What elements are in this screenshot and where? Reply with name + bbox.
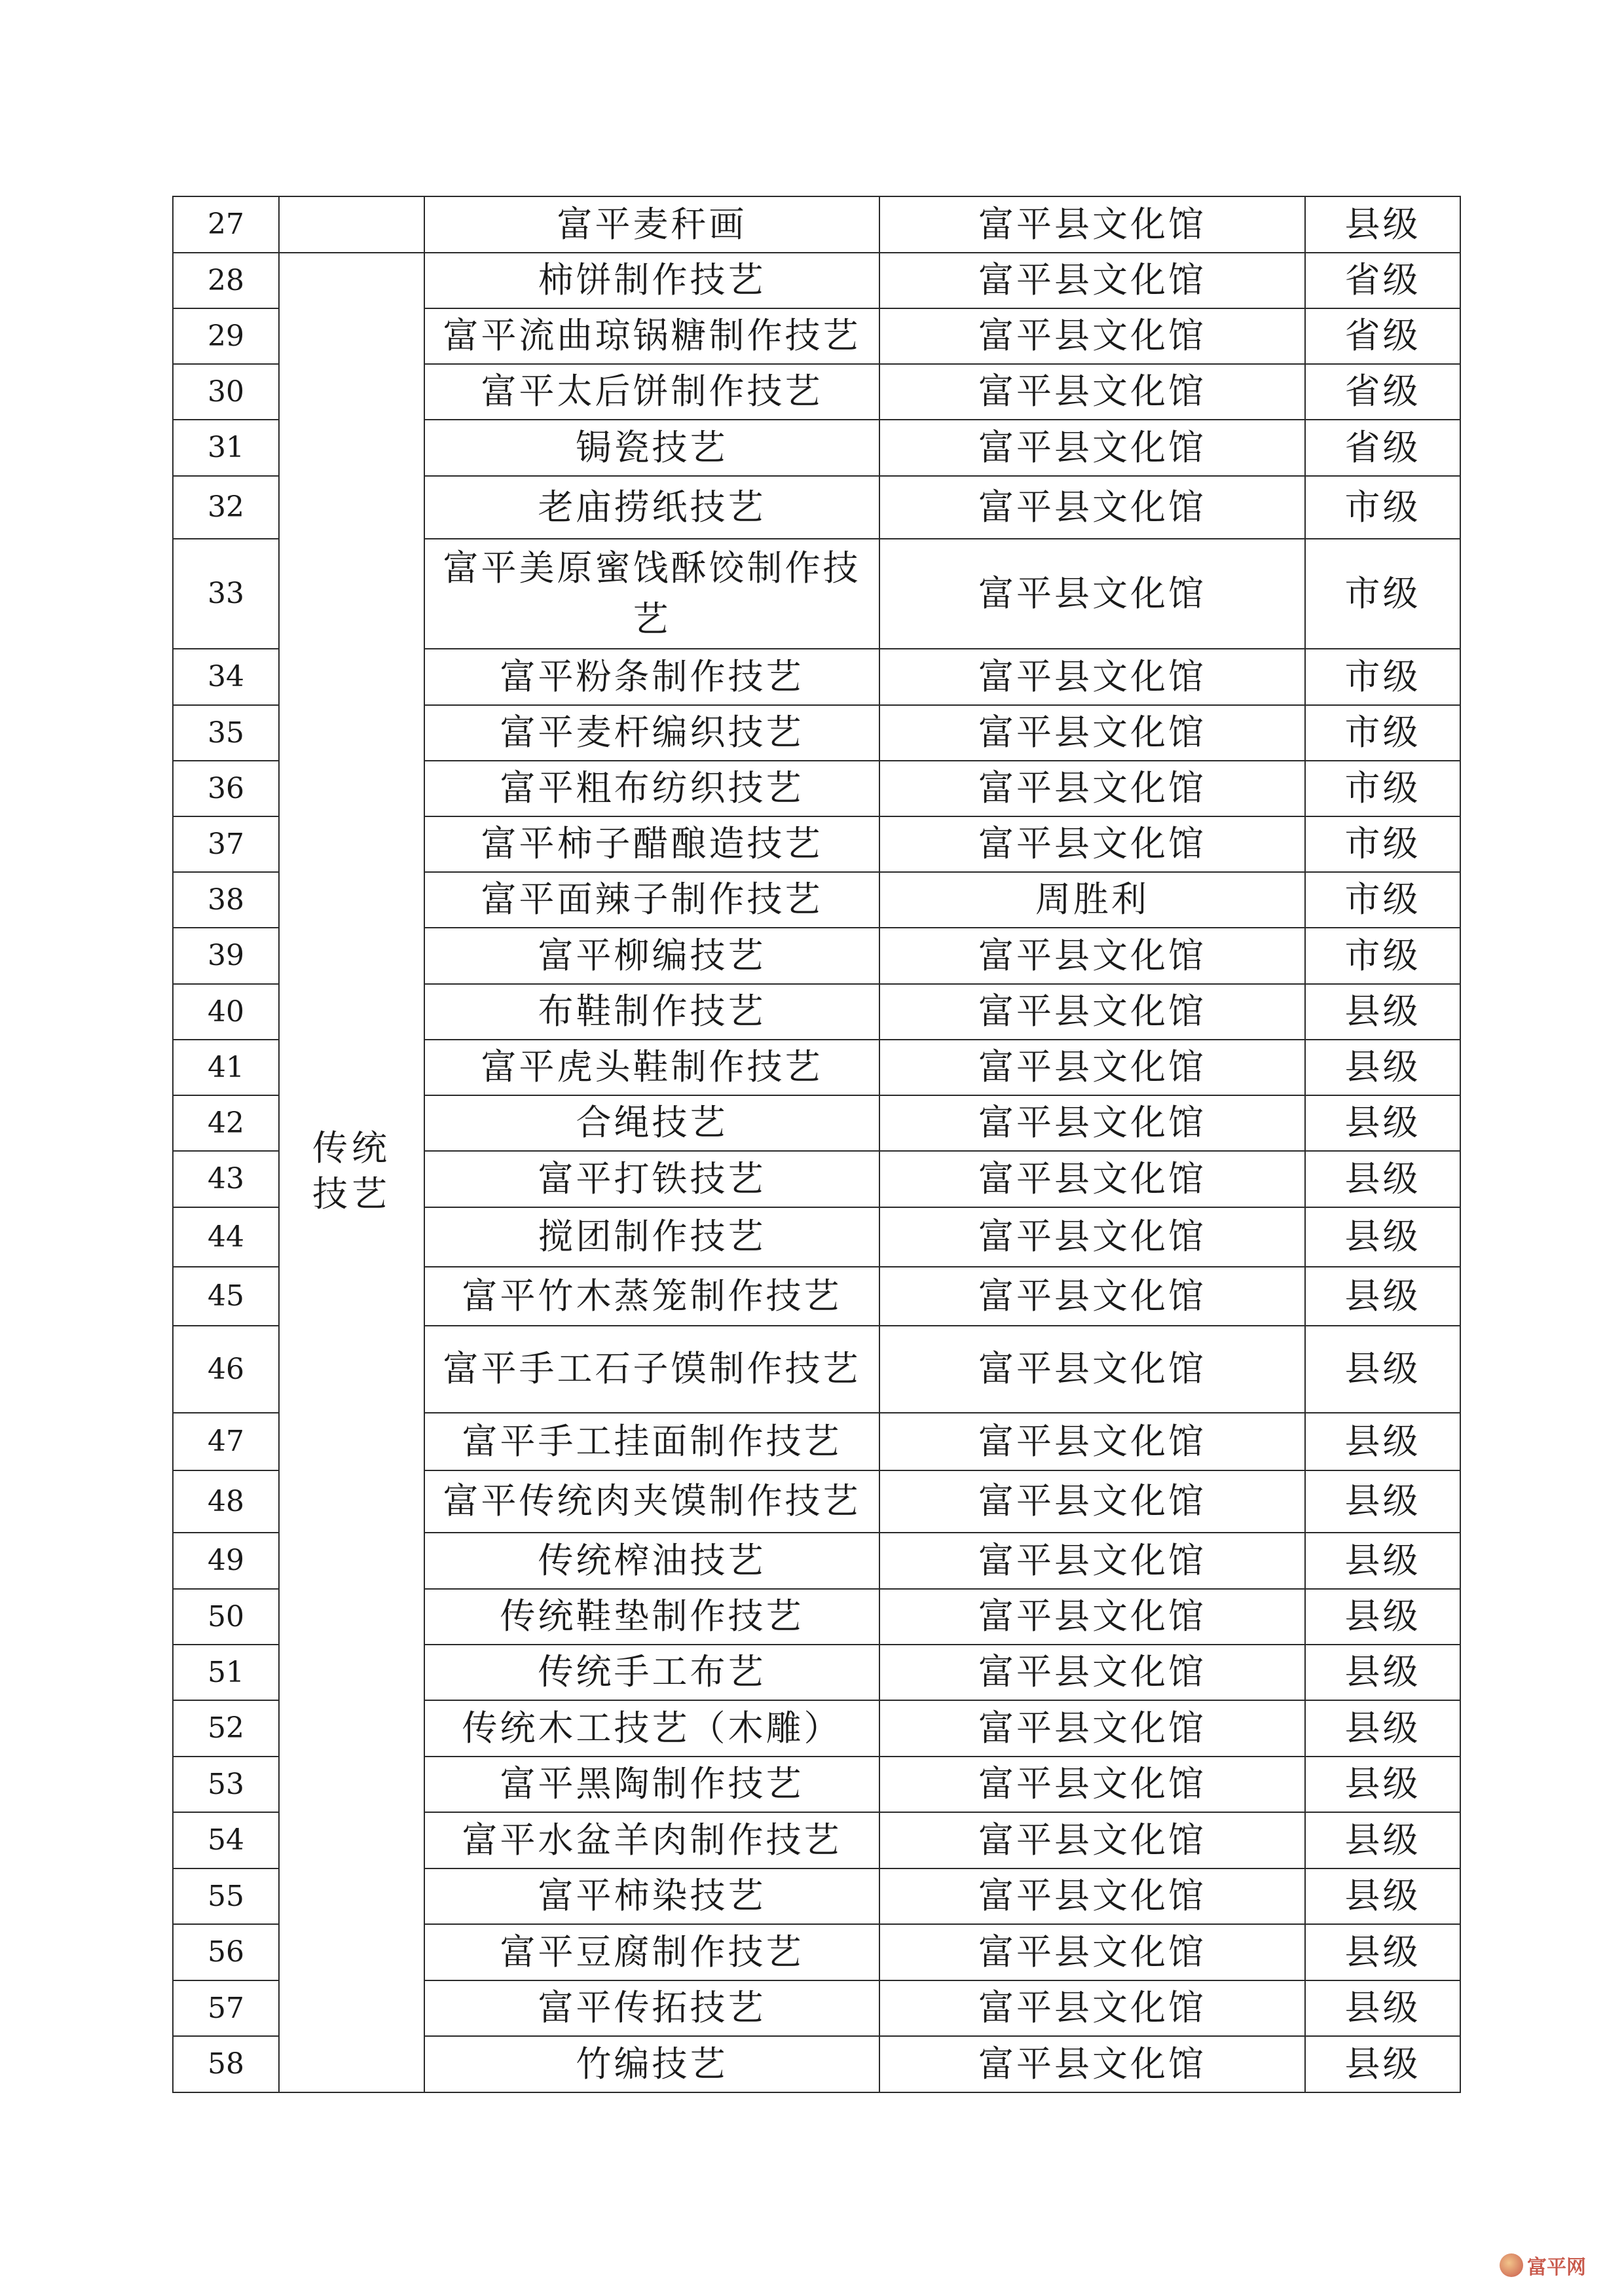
- project-name: 竹编技艺: [424, 2036, 879, 2092]
- project-name: 富平粗布纺织技艺: [424, 761, 879, 816]
- protection-unit: 富平县文化馆: [879, 1267, 1305, 1326]
- protection-unit: 富平县文化馆: [879, 1757, 1305, 1812]
- protection-unit: 富平县文化馆: [879, 1868, 1305, 1924]
- heritage-table: [172, 196, 1461, 2093]
- protection-unit: 富平县文化馆: [879, 1095, 1305, 1151]
- row-number: 41: [173, 1040, 279, 1095]
- protection-unit: 富平县文化馆: [879, 649, 1305, 705]
- row-number: 29: [173, 308, 279, 364]
- table-row: [173, 253, 1460, 308]
- row-number: 40: [173, 984, 279, 1040]
- row-number: 46: [173, 1326, 279, 1413]
- heritage-level: 市级: [1305, 928, 1460, 984]
- protection-unit: 富平县文化馆: [879, 761, 1305, 816]
- protection-unit: 富平县文化馆: [879, 539, 1305, 649]
- heritage-level: 省级: [1305, 364, 1460, 420]
- heritage-level: 县级: [1305, 1645, 1460, 1700]
- row-number: 28: [173, 253, 279, 308]
- project-name: 传统手工布艺: [424, 1645, 879, 1700]
- heritage-level: 县级: [1305, 1040, 1460, 1095]
- heritage-level: 县级: [1305, 984, 1460, 1040]
- heritage-level: 市级: [1305, 476, 1460, 539]
- row-number: 37: [173, 816, 279, 872]
- protection-unit: 富平县文化馆: [879, 1980, 1305, 2036]
- project-name: 富平打铁技艺: [424, 1151, 879, 1207]
- project-name: 富平麦秆画: [424, 196, 879, 253]
- row-number: 39: [173, 928, 279, 984]
- heritage-level: 县级: [1305, 1207, 1460, 1267]
- heritage-level: 市级: [1305, 649, 1460, 705]
- row-number: 50: [173, 1589, 279, 1645]
- table-row: [173, 196, 1460, 253]
- project-name: 富平柳编技艺: [424, 928, 879, 984]
- protection-unit: 富平县文化馆: [879, 364, 1305, 420]
- row-number: 52: [173, 1700, 279, 1757]
- protection-unit: 富平县文化馆: [879, 476, 1305, 539]
- protection-unit: 富平县文化馆: [879, 1413, 1305, 1470]
- project-name: 富平豆腐制作技艺: [424, 1924, 879, 1980]
- heritage-level: 县级: [1305, 1924, 1460, 1980]
- table-body: [173, 196, 1460, 2092]
- heritage-level: 县级: [1305, 1151, 1460, 1207]
- heritage-level: 省级: [1305, 420, 1460, 476]
- row-number: 47: [173, 1413, 279, 1470]
- project-name: 富平水盆羊肉制作技艺: [424, 1812, 879, 1868]
- heritage-level: 市级: [1305, 816, 1460, 872]
- protection-unit: 富平县文化馆: [879, 2036, 1305, 2092]
- row-number: 58: [173, 2036, 279, 2092]
- heritage-level: 市级: [1305, 705, 1460, 761]
- project-name: 富平柿染技艺: [424, 1868, 879, 1924]
- heritage-level: 县级: [1305, 1470, 1460, 1533]
- row-number: 33: [173, 539, 279, 649]
- project-name: 传统木工技艺（木雕）: [424, 1700, 879, 1757]
- protection-unit: 富平县文化馆: [879, 1326, 1305, 1413]
- row-number: 55: [173, 1868, 279, 1924]
- row-number: 49: [173, 1533, 279, 1589]
- category-cell-empty: [279, 196, 424, 253]
- protection-unit: 富平县文化馆: [879, 1700, 1305, 1757]
- row-number: 56: [173, 1924, 279, 1980]
- heritage-level: 县级: [1305, 1413, 1460, 1470]
- heritage-level: 县级: [1305, 1533, 1460, 1589]
- category-label: 传统技艺: [312, 1127, 391, 1214]
- project-name: 富平传统肉夹馍制作技艺: [424, 1470, 879, 1533]
- site-logo-icon: [1500, 2253, 1523, 2277]
- row-number: 42: [173, 1095, 279, 1151]
- row-number: 48: [173, 1470, 279, 1533]
- protection-unit: 富平县文化馆: [879, 1470, 1305, 1533]
- row-number: 57: [173, 1980, 279, 2036]
- protection-unit: 富平县文化馆: [879, 1151, 1305, 1207]
- row-number: 38: [173, 872, 279, 928]
- protection-unit: 富平县文化馆: [879, 928, 1305, 984]
- protection-unit: 富平县文化馆: [879, 1207, 1305, 1267]
- project-name: 富平流曲琼锅糖制作技艺: [424, 308, 879, 364]
- row-number: 34: [173, 649, 279, 705]
- heritage-level: 县级: [1305, 1267, 1460, 1326]
- heritage-level: 省级: [1305, 253, 1460, 308]
- row-number: 44: [173, 1207, 279, 1267]
- protection-unit: 富平县文化馆: [879, 196, 1305, 253]
- row-number: 43: [173, 1151, 279, 1207]
- category-cell: [279, 253, 424, 2092]
- project-name: 合绳技艺: [424, 1095, 879, 1151]
- heritage-level: 省级: [1305, 308, 1460, 364]
- heritage-level: 县级: [1305, 1757, 1460, 1812]
- project-name: 富平传拓技艺: [424, 1980, 879, 2036]
- project-name: 锔瓷技艺: [424, 420, 879, 476]
- protection-unit: 富平县文化馆: [879, 1645, 1305, 1700]
- row-number: 27: [173, 196, 279, 253]
- row-number: 36: [173, 761, 279, 816]
- heritage-level: 市级: [1305, 761, 1460, 816]
- project-name: 富平美原蜜饯酥饺制作技艺: [424, 539, 879, 649]
- project-name: 传统榨油技艺: [424, 1533, 879, 1589]
- row-number: 31: [173, 420, 279, 476]
- row-number: 45: [173, 1267, 279, 1326]
- row-number: 54: [173, 1812, 279, 1868]
- heritage-level: 县级: [1305, 1980, 1460, 2036]
- heritage-level: 县级: [1305, 196, 1460, 253]
- row-number: 53: [173, 1757, 279, 1812]
- protection-unit: 富平县文化馆: [879, 705, 1305, 761]
- project-name: 富平手工挂面制作技艺: [424, 1413, 879, 1470]
- project-name: 富平黑陶制作技艺: [424, 1757, 879, 1812]
- heritage-level: 县级: [1305, 1095, 1460, 1151]
- row-number: 35: [173, 705, 279, 761]
- heritage-level: 县级: [1305, 2036, 1460, 2092]
- project-name: 富平太后饼制作技艺: [424, 364, 879, 420]
- protection-unit: 富平县文化馆: [879, 1040, 1305, 1095]
- heritage-level: 市级: [1305, 539, 1460, 649]
- project-name: 富平面辣子制作技艺: [424, 872, 879, 928]
- protection-unit: 富平县文化馆: [879, 984, 1305, 1040]
- row-number: 32: [173, 476, 279, 539]
- heritage-level: 县级: [1305, 1868, 1460, 1924]
- project-name: 富平柿子醋酿造技艺: [424, 816, 879, 872]
- protection-unit: 富平县文化馆: [879, 1589, 1305, 1645]
- heritage-level: 县级: [1305, 1812, 1460, 1868]
- project-name: 富平虎头鞋制作技艺: [424, 1040, 879, 1095]
- row-number: 51: [173, 1645, 279, 1700]
- project-name: 传统鞋垫制作技艺: [424, 1589, 879, 1645]
- project-name: 柿饼制作技艺: [424, 253, 879, 308]
- site-watermark: [1500, 2249, 1598, 2282]
- row-number: 30: [173, 364, 279, 420]
- heritage-level: 市级: [1305, 872, 1460, 928]
- project-name: 富平麦杆编织技艺: [424, 705, 879, 761]
- heritage-level: 县级: [1305, 1589, 1460, 1645]
- protection-unit: 富平县文化馆: [879, 1533, 1305, 1589]
- project-name: 布鞋制作技艺: [424, 984, 879, 1040]
- protection-unit: 富平县文化馆: [879, 420, 1305, 476]
- protection-unit: 周胜利: [879, 872, 1305, 928]
- watermark-text: 富平网: [1527, 2256, 1586, 2279]
- protection-unit: 富平县文化馆: [879, 816, 1305, 872]
- project-name: 老庙捞纸技艺: [424, 476, 879, 539]
- protection-unit: 富平县文化馆: [879, 253, 1305, 308]
- heritage-level: 县级: [1305, 1700, 1460, 1757]
- project-name: 富平手工石子馍制作技艺: [424, 1326, 879, 1413]
- project-name: 富平粉条制作技艺: [424, 649, 879, 705]
- protection-unit: 富平县文化馆: [879, 308, 1305, 364]
- protection-unit: 富平县文化馆: [879, 1924, 1305, 1980]
- protection-unit: 富平县文化馆: [879, 1812, 1305, 1868]
- project-name: 富平竹木蒸笼制作技艺: [424, 1267, 879, 1326]
- heritage-level: 县级: [1305, 1326, 1460, 1413]
- project-name: 搅团制作技艺: [424, 1207, 879, 1267]
